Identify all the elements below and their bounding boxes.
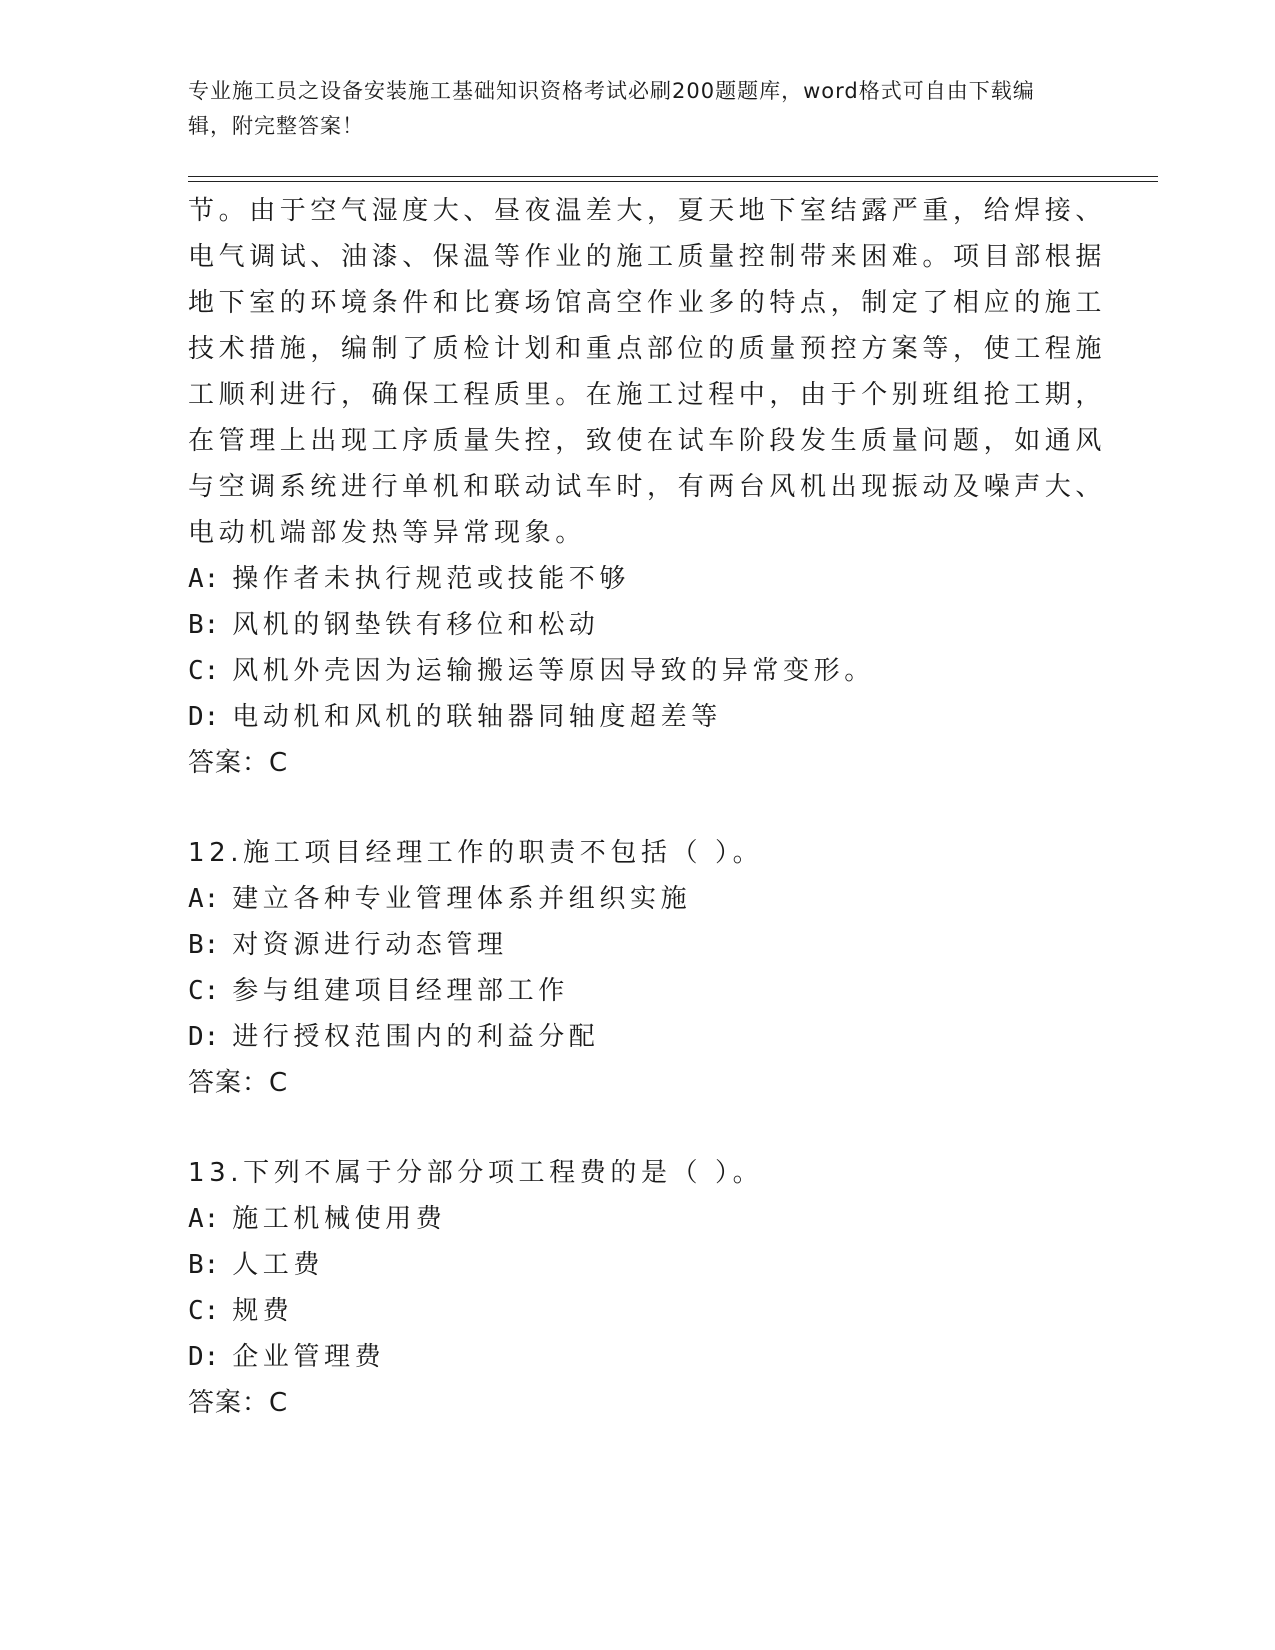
option-text: 人工费 [232, 1250, 324, 1280]
option-letter: A: [188, 564, 220, 594]
option-text: 参与组建项目经理部工作 [232, 976, 569, 1006]
option-text: 电动机和风机的联轴器同轴度超差等 [232, 702, 722, 732]
option-b [188, 1242, 1088, 1288]
option-a [188, 556, 1088, 602]
option-d [188, 1334, 1088, 1380]
option-text: 施工机械使用费 [232, 1204, 447, 1234]
option-letter: A: [188, 884, 220, 914]
option-b [188, 602, 1088, 648]
option-letter: D: [188, 1342, 220, 1372]
stem-line: 地下室的环境条件和比赛场馆高空作业多的特点，制定了相应的施工 [188, 288, 1107, 318]
option-a [188, 876, 1088, 922]
option-c [188, 1288, 1088, 1334]
option-letter: C: [188, 976, 220, 1006]
stem-line: 与空调系统进行单机和联动试车时，有两台风机出现振动及噪声大、 [188, 472, 1107, 502]
document-header: 专业施工员之设备安装施工基础知识资格考试必刷200题题库，word格式可自由下载编辑，附完整答案！ [188, 79, 1035, 138]
option-text: 企业管理费 [232, 1342, 386, 1372]
option-text: 规费 [232, 1296, 294, 1326]
option-letter: B: [188, 610, 220, 640]
option-letter: C: [188, 1296, 220, 1326]
spacer [188, 1106, 1088, 1150]
option-letter: B: [188, 1250, 220, 1280]
option-text: 风机外壳因为运输搬运等原因导致的异常变形。 [232, 656, 875, 686]
option-b [188, 922, 1088, 968]
stem-line: 节。由于空气湿度大、昼夜温差大，夏天地下室结露严重，给焊接、 [188, 196, 1107, 226]
header-divider-bottom [188, 181, 1158, 182]
option-d [188, 1014, 1088, 1060]
question-11-stem-continued [188, 188, 1107, 556]
option-d [188, 694, 1088, 740]
option-a [188, 1196, 1088, 1242]
option-letter: B: [188, 930, 220, 960]
stem-line: 在管理上出现工序质量失控，致使在试车阶段发生质量问题，如通风 [188, 426, 1107, 456]
option-text: 操作者未执行规范或技能不够 [232, 564, 630, 594]
option-letter: D: [188, 702, 220, 732]
question-13-title: 13.下列不属于分部分项工程费的是（ ）。 [188, 1158, 764, 1188]
option-text: 风机的钢垫铁有移位和松动 [232, 610, 600, 640]
question-12-title: 12.施工项目经理工作的职责不包括（ ）。 [188, 838, 764, 868]
option-c [188, 648, 1088, 694]
document-body [188, 188, 1107, 1426]
header-divider-top [188, 176, 1158, 177]
option-c [188, 968, 1088, 1014]
spacer [188, 786, 1088, 830]
option-letter: D: [188, 1022, 220, 1052]
option-text: 进行授权范围内的利益分配 [232, 1022, 600, 1052]
stem-line: 技术措施，编制了质检计划和重点部位的质量预控方案等，使工程施 [188, 334, 1107, 364]
question-13-answer: 答案：C [188, 1388, 289, 1418]
stem-line: 工顺利进行，确保工程质里。在施工过程中，由于个别班组抢工期， [188, 380, 1107, 410]
stem-line: 电动机端部发热等异常现象。 [188, 518, 586, 548]
question-12-options [188, 876, 1088, 1060]
option-text: 对资源进行动态管理 [232, 930, 508, 960]
option-letter: A: [188, 1204, 220, 1234]
option-letter: C: [188, 656, 220, 686]
question-11-answer: 答案：C [188, 748, 289, 778]
question-12-answer: 答案：C [188, 1068, 289, 1098]
stem-line: 电气调试、油漆、保温等作业的施工质量控制带来困难。项目部根据 [188, 242, 1107, 272]
question-11-options [188, 556, 1088, 740]
option-text: 建立各种专业管理体系并组织实施 [232, 884, 692, 914]
question-13-options [188, 1196, 1088, 1380]
